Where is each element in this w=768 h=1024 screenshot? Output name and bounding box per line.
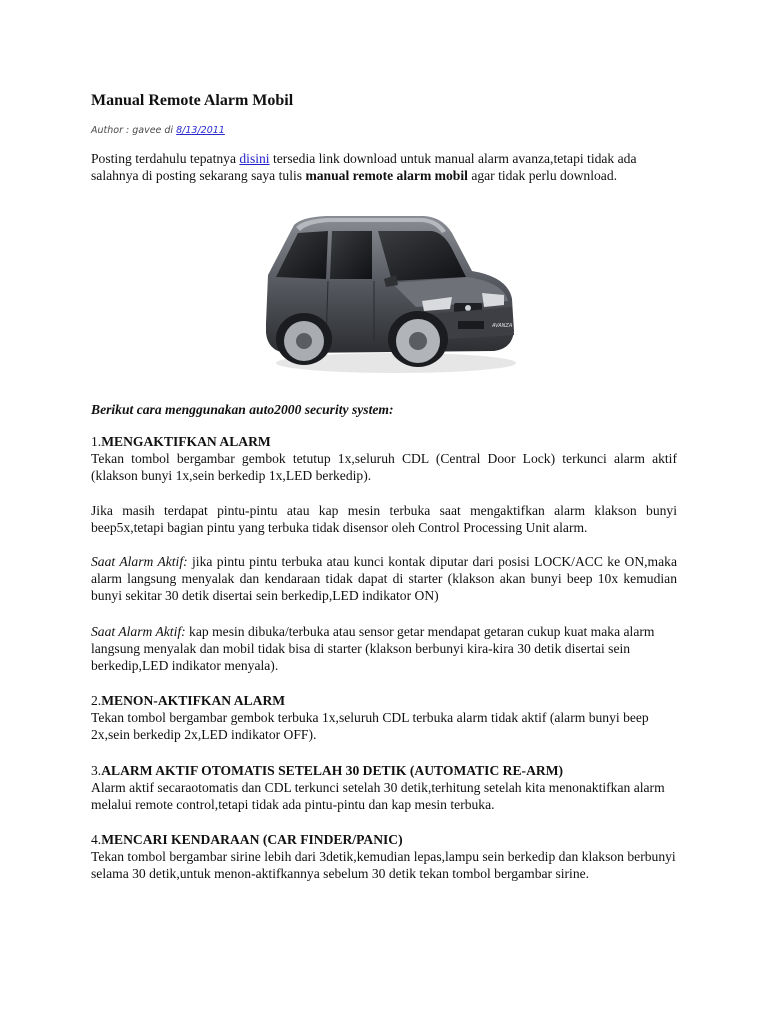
section-2	[91, 692, 677, 743]
section-4-number: 4.	[91, 832, 102, 847]
saat-alarm-aktif-1	[91, 553, 677, 604]
author-line	[91, 125, 225, 136]
disini-link[interactable]: disini	[239, 151, 270, 166]
section-3	[91, 762, 677, 813]
section-4-heading: MENCARI KENDARAAN (CAR FINDER/PANIC)	[101, 832, 403, 847]
intro-text-middle: tersedia link download untuk manual alarm avanza,tetapi tidak ada salahnya di posting sekarang saya tulis	[91, 151, 637, 183]
author-prefix: Author : gavee di	[91, 125, 177, 136]
section-3-heading: ALARM AKTIF OTOMATIS SETELAH 30 DETIK (AUTOMATIC RE-ARM)	[101, 763, 564, 778]
post-date-link[interactable]: 8/13/2011	[176, 125, 225, 136]
page-title: Manual Remote Alarm Mobil	[91, 92, 294, 109]
intro-bold-text: manual remote alarm mobil	[305, 168, 468, 183]
intro-text-after: agar tidak perlu download.	[467, 168, 618, 183]
section-4-body: Tekan tombol bergambar sirine lebih dari 3detik,kemudian lepas,lampu sein berkedip dan klakson berbunyi selama 30 detik,untuk menon-aktifkannya sebelum 30 detik tekan tombol bergambar sirine.	[91, 849, 676, 881]
car-illustration	[246, 203, 526, 383]
subheading: Berikut cara menggunakan auto2000 security system:	[91, 402, 394, 417]
paragraph-jika: Jika masih terdapat pintu-pintu atau kap mesin terbuka saat mengaktifkan alarm klakson bunyi beep5x,tetapi bagian pintu yang terbuka tidak disensor oleh Control Processing Unit alarm.	[91, 503, 677, 535]
section-1	[91, 433, 677, 484]
section-4	[91, 831, 677, 882]
car-model-badge: AVANZA	[492, 323, 513, 329]
section-1-number: 1.	[91, 434, 102, 449]
section-2-number: 2.	[91, 693, 102, 708]
section-2-heading: MENON-AKTIFKAN ALARM	[101, 693, 286, 708]
section-3-number: 3.	[91, 763, 102, 778]
intro-paragraph	[91, 150, 677, 184]
section-2-body: Tekan tombol bergambar gembok terbuka 1x,seluruh CDL terbuka alarm tidak aktif (alarm bunyi beep 2x,sein berkedip 2x,LED indikator OFF).	[91, 710, 649, 742]
intro-text-before: Posting terdahulu tepatnya	[91, 151, 240, 166]
saat-alarm-aktif-1-label: Saat Alarm Aktif:	[91, 554, 188, 569]
saat-alarm-aktif-2-label: Saat Alarm Aktif:	[91, 624, 186, 639]
saat-alarm-aktif-2-text: kap mesin dibuka/terbuka atau sensor getar mendapat getaran cukup kuat maka alarm langsung menyalak dan mobil tidak bisa di starter (klakson berbunyi kira-kira 30 detik disertai sein berkedip,LED indikator menyala).	[91, 624, 655, 673]
car-image	[246, 203, 526, 383]
section-1-body: Tekan tombol bergambar gembok tetutup 1x,seluruh CDL (Central Door Lock) terkunci alarm aktif (klakson bunyi 1x,sein berkedip 1x,LED berkedip).	[91, 451, 677, 483]
section-3-body: Alarm aktif secaraotomatis dan CDL terkunci setelah 30 detik,terhitung setelah kita menonaktifkan alarm melalui remote control,tetapi tidak ada pintu-pintu dan kap mesin terbuka.	[91, 780, 665, 812]
saat-alarm-aktif-1-text: jika pintu pintu terbuka atau kunci kontak diputar dari posisi LOCK/ACC ke ON,maka alarm langsung menyalak dan kendaraan tidak dapat di starter (klakson akan bunyi beep 10x kemudian bunyi sekitar 30 detik disertai sein berkedip,LED indikator ON)	[91, 554, 677, 603]
section-1-heading: MENGAKTIFKAN ALARM	[101, 434, 271, 449]
saat-alarm-aktif-2	[91, 623, 677, 674]
